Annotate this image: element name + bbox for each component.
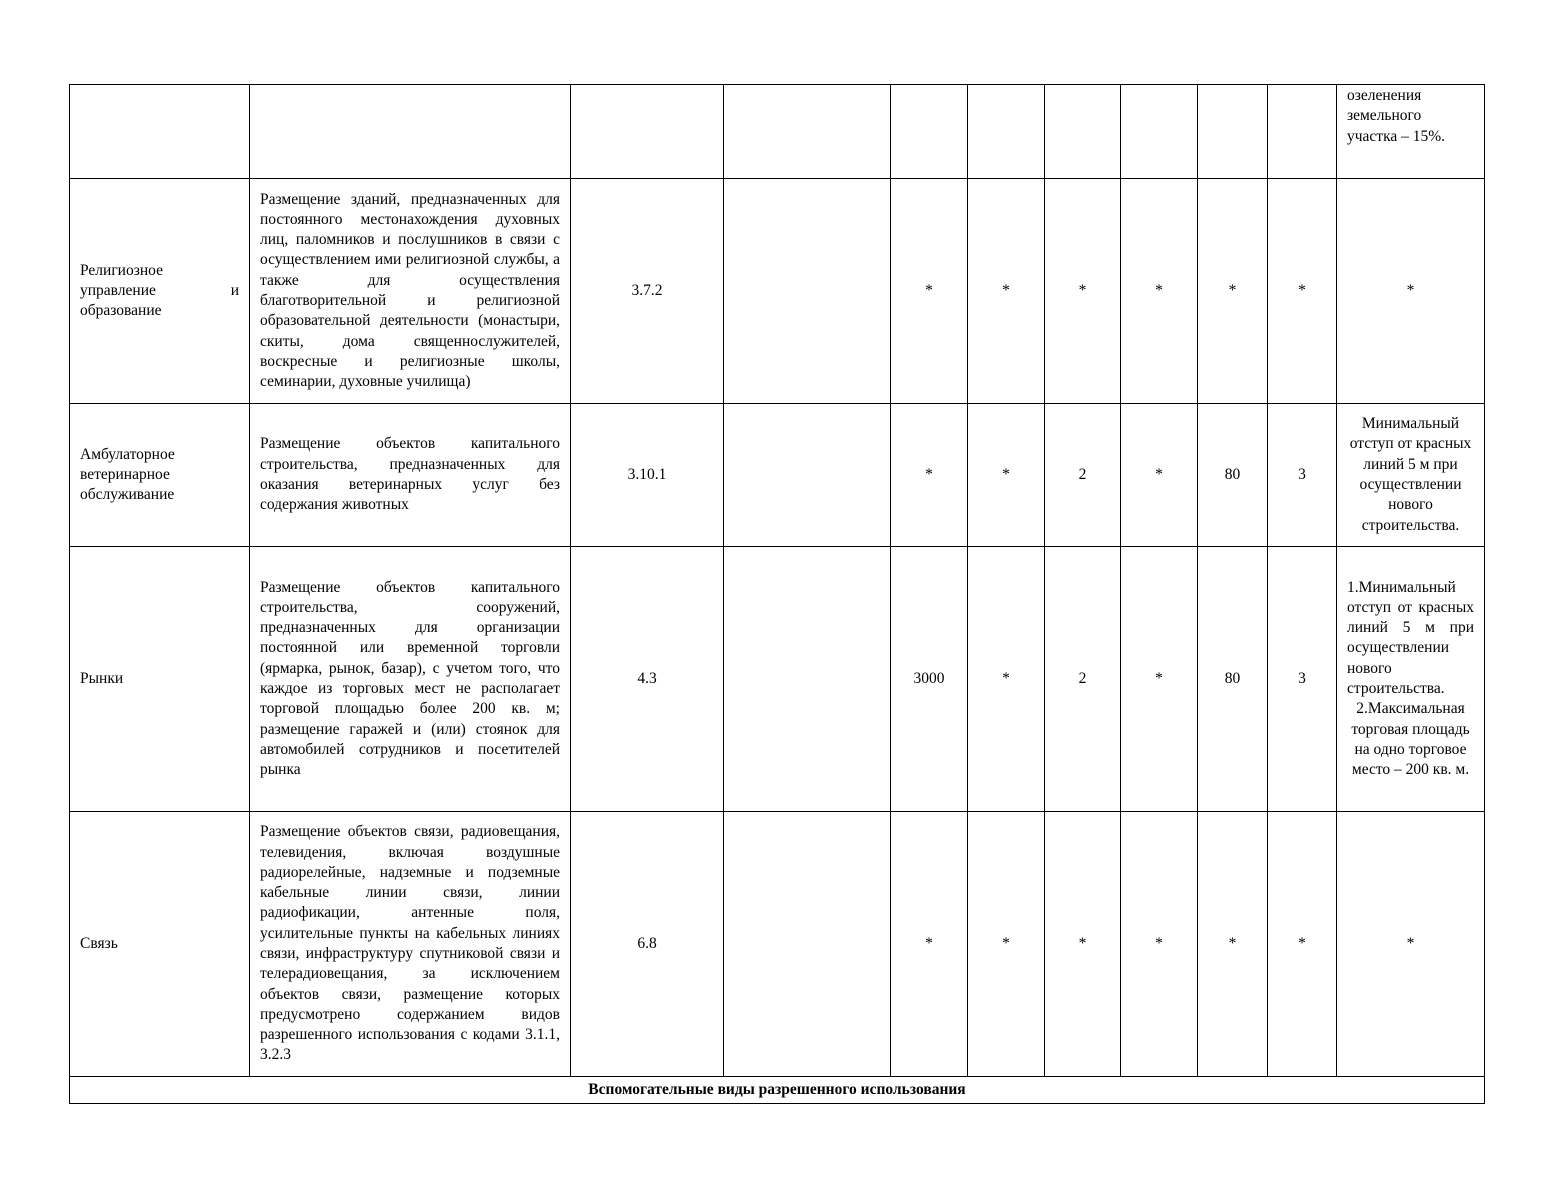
value-cell [1121,85,1198,179]
empty-cell [724,812,891,1077]
use-name-cell [70,179,250,404]
value-cell: * [968,179,1045,404]
note-cell: * [1337,812,1485,1077]
code-cell: 6.8 [571,812,724,1077]
use-name-line: Амбулаторное [80,445,175,463]
note-cell: озеленения земельного участка – 15%. [1337,85,1485,179]
value-cell: * [1121,812,1198,1077]
value-cell: * [968,812,1045,1077]
code-cell: 4.3 [571,547,724,812]
empty-cell [724,547,891,812]
code-cell: 3.7.2 [571,179,724,404]
use-name-line: Связь [80,934,118,952]
value-cell: 3 [1268,404,1337,547]
use-name-line: образование [80,302,162,320]
value-cell: * [1268,812,1337,1077]
section-header: Вспомогательные виды разрешенного использования [70,1077,1485,1104]
note-cell: Минимальный отступ от красных линий 5 м при осуществлении нового строительства. [1337,404,1485,547]
value-cell: 80 [1198,547,1268,812]
table-row [70,85,1485,179]
use-name-cell [70,404,250,547]
use-name-line: Рынки [80,669,124,687]
value-cell [1045,85,1121,179]
note-cell: * [1337,179,1485,404]
value-cell: * [891,404,968,547]
empty-cell [724,85,891,179]
value-cell: * [968,404,1045,547]
value-cell: * [1045,179,1121,404]
note-paragraph: 1.Минимальный отступ от красных линий 5 м при осуществлении нового строительства. [1347,578,1474,697]
description-cell: Размещение объектов капитального строительства, предназначенных для оказания ветеринарных услуг без содержания животных [250,404,571,547]
empty-cell [724,179,891,404]
description-cell: Размещение объектов связи, радиовещания, телевидения, включая воздушные радиорелейные, надземные и подземные кабельные линии связи, линии радиофикации, антенные поля, усилительные пункты на кабельных линиях связи, инфраструктуру спутниковой связи и телерадиовещания, за исключением объектов связи, размещение которых предусмотрено содержанием видов разрешенного использования с кодами 3.1.1, 3.2.3 [250,812,571,1077]
value-cell: * [1198,812,1268,1077]
value-cell: 80 [1198,404,1268,547]
value-cell: 2 [1045,547,1121,812]
empty-cell [724,404,891,547]
value-cell: * [1045,812,1121,1077]
value-cell: * [1268,179,1337,404]
value-cell: * [968,547,1045,812]
code-cell: 3.10.1 [571,404,724,547]
value-cell: * [1121,547,1198,812]
value-cell: 3 [1268,547,1337,812]
use-name-line: Религиозное [80,261,163,279]
value-cell: * [1121,179,1198,404]
value-cell [891,85,968,179]
value-cell: * [1121,404,1198,547]
value-cell: * [1198,179,1268,404]
value-cell [1268,85,1337,179]
table-row [70,404,1485,547]
use-name-cell [70,812,250,1077]
use-name-line: ветеринарное [80,465,170,483]
use-name-cell [70,85,250,179]
value-cell [968,85,1045,179]
value-cell: 3000 [891,547,968,812]
description-cell: Размещение зданий, предназначенных для постоянного местонахождения духовных лиц, паломников и послушников в связи с осуществлением ими религиозной службы, а также для осуществления благотворительной и религиозной образовательной деятельности (монастыри, скиты, дома священнослужителей, воскресные и религиозные школы, семинарии, духовные училища) [250,179,571,404]
table-row [70,179,1485,404]
note-paragraph: 2.Максимальная торговая площадь на одно торговое место – 200 кв. м. [1351,700,1470,779]
value-cell: 2 [1045,404,1121,547]
description-cell [250,85,571,179]
note-cell [1337,547,1485,812]
table-row [70,812,1485,1077]
value-cell: * [891,179,968,404]
use-name-cell [70,547,250,812]
description-cell: Размещение объектов капитального строительства, сооружений, предназначенных для организации постоянной или временной торговли (ярмарка, рынок, базар), с учетом того, что каждое из торговых мест не располагает торговой площадью более 200 кв. м; размещение гаражей и (или) стоянок для автомобилей сотрудников и посетителей рынка [250,547,571,812]
use-name-line: управление и [80,281,239,299]
value-cell: * [891,812,968,1077]
value-cell [1198,85,1268,179]
land-use-table [69,84,1485,1104]
code-cell [571,85,724,179]
use-name-line: обслуживание [80,486,175,504]
table-row [70,547,1485,812]
section-header-row [70,1077,1485,1104]
